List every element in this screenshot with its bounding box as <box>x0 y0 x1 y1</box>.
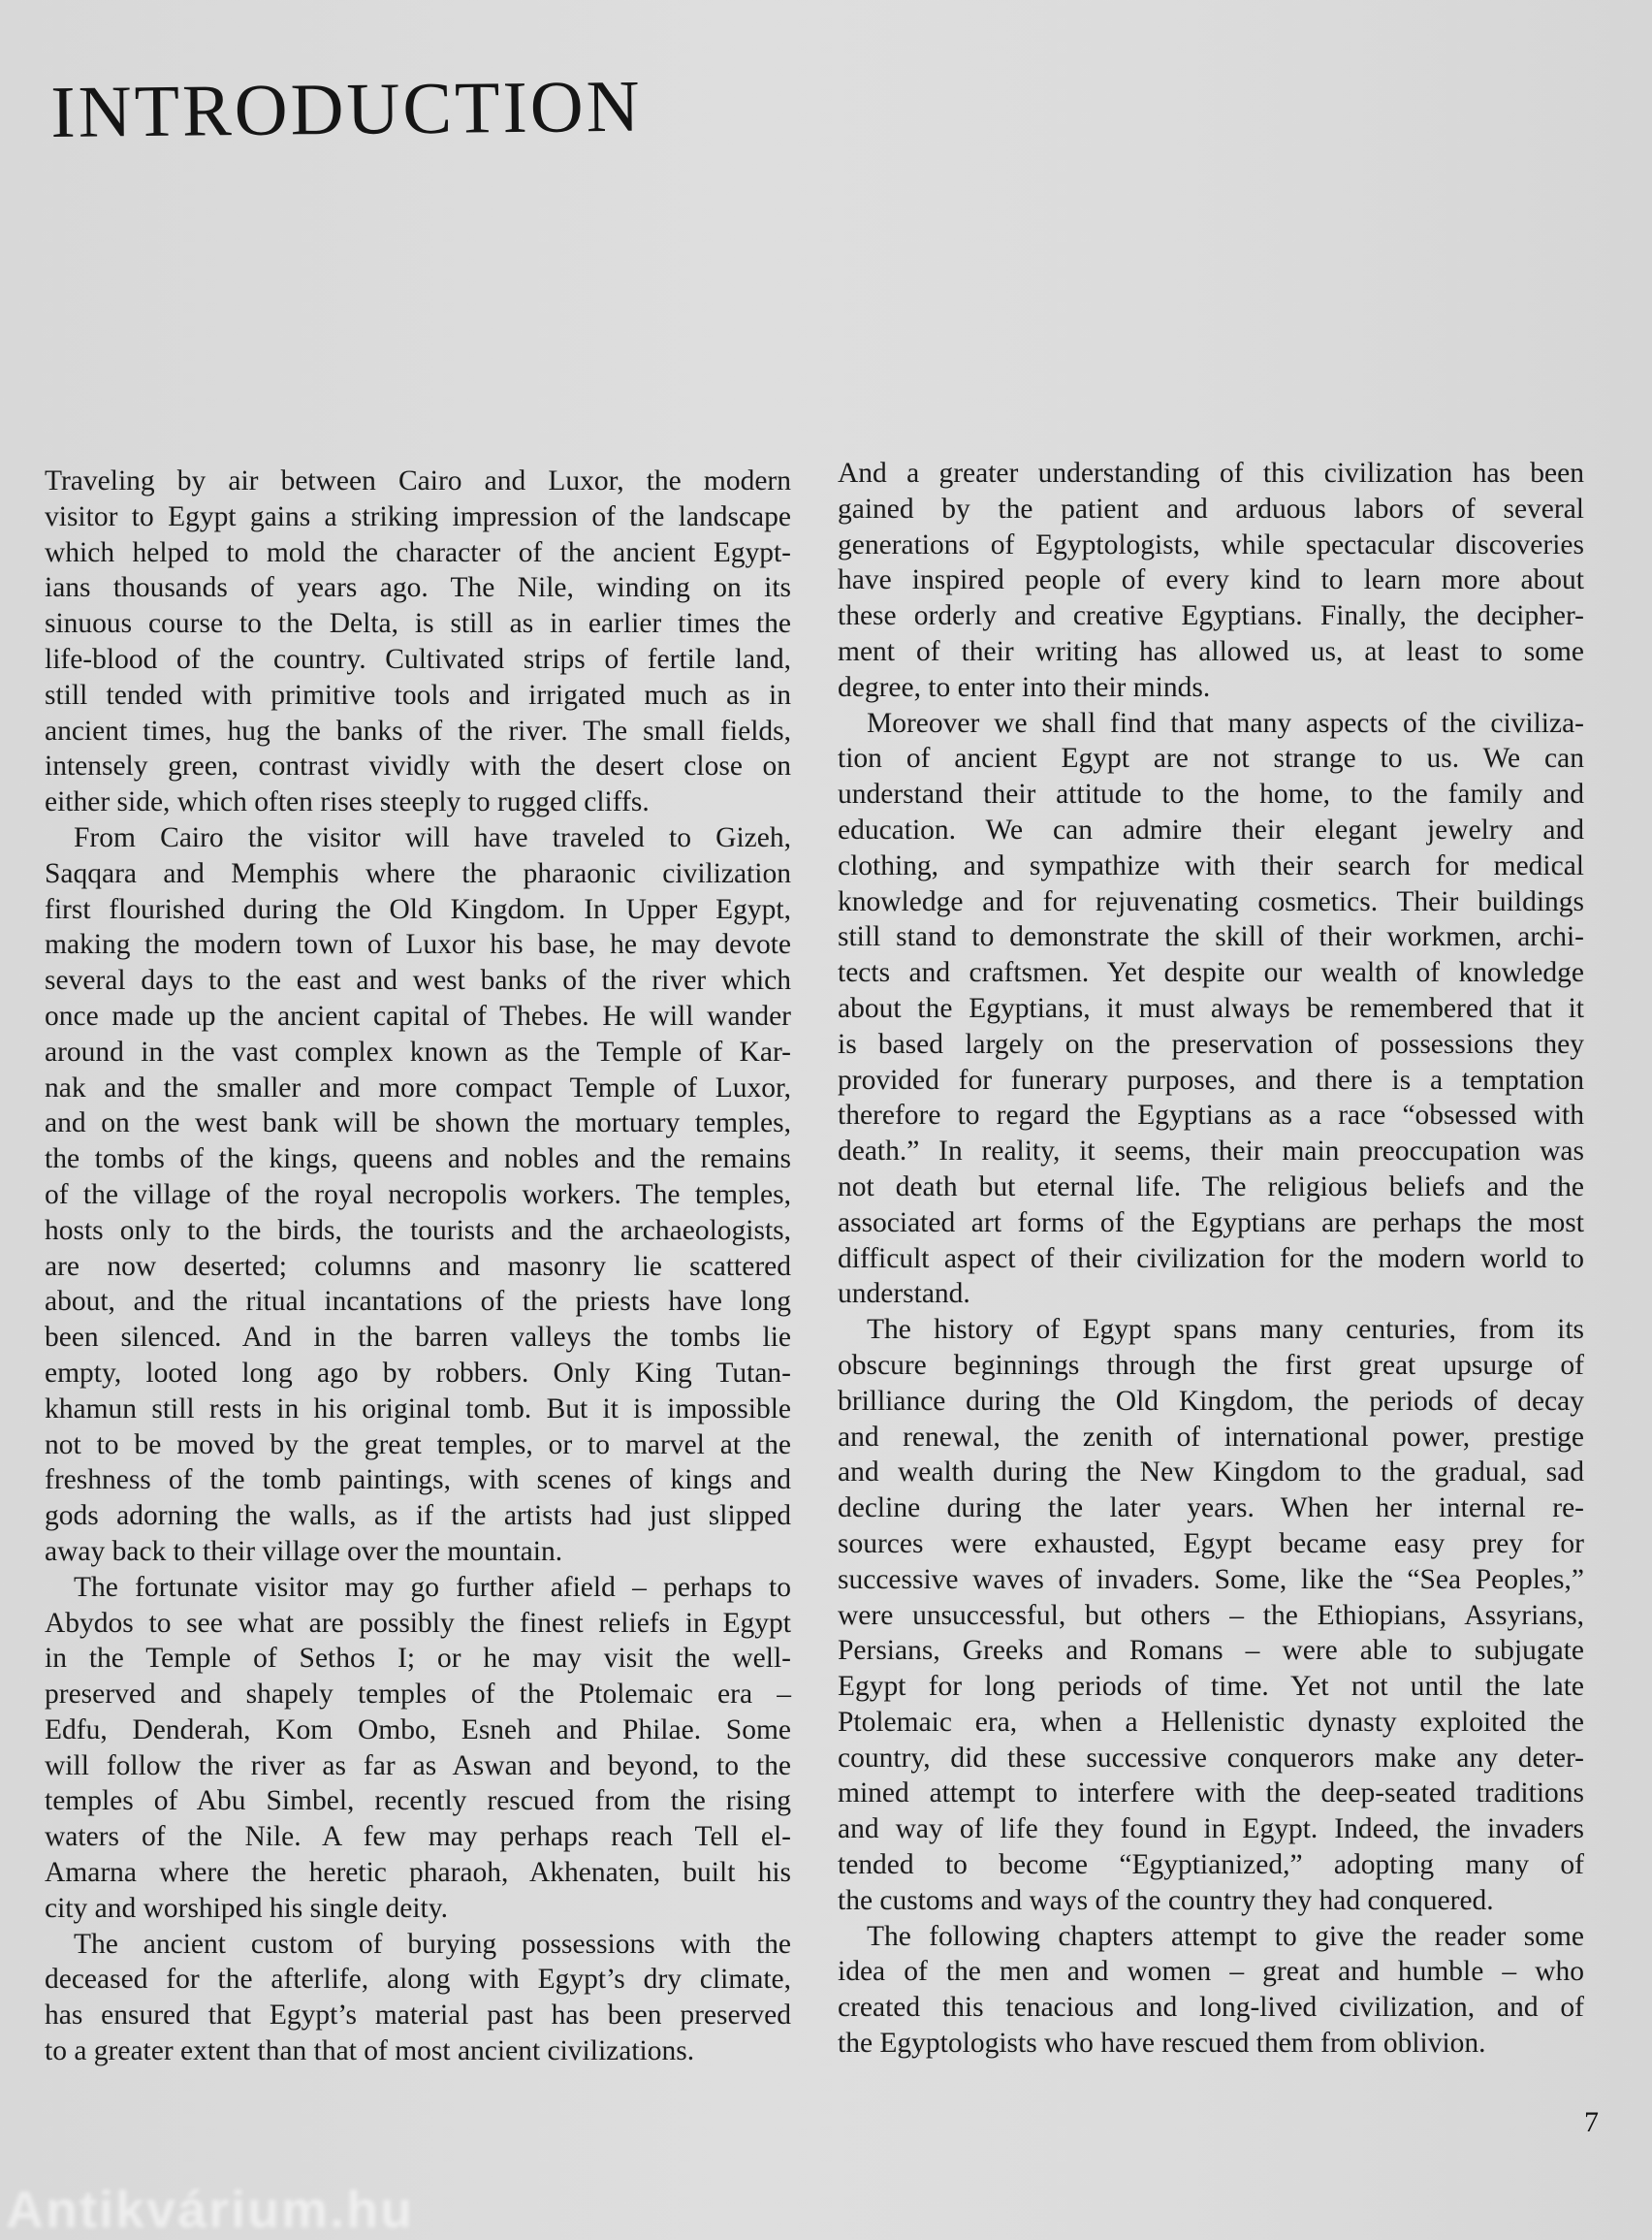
text-line: The ancient custom of burying possessions with the <box>74 1928 791 1960</box>
paragraph <box>45 1570 791 1927</box>
text-line: the customs and ways of the country they had conquered. <box>838 1884 1494 1916</box>
text-line: life-blood of the country. Cultivated strips of fertile land, <box>45 643 791 675</box>
text-line: either side, which often rises steeply to rugged cliffs. <box>45 786 650 818</box>
text-line: mined attempt to interfere with the deep-seated traditions <box>838 1777 1584 1809</box>
text-line: and renewal, the zenith of international power, prestige <box>838 1421 1584 1453</box>
text-line: ment of their writing has allowed us, at least to some <box>838 635 1584 667</box>
text-line: The history of Egypt spans many centuries, from its <box>867 1314 1584 1346</box>
text-line: first flourished during the Old Kingdom. In Upper Egypt, <box>45 893 791 925</box>
text-line: nak and the smaller and more compact Temple of Luxor, <box>45 1072 791 1104</box>
text-line: city and worshiped his single deity. <box>45 1892 448 1924</box>
text-line: decline during the later years. When her internal re- <box>838 1492 1584 1524</box>
paragraph <box>838 706 1584 1313</box>
text-line: sources were exhausted, Egypt became easy prey for <box>838 1527 1584 1559</box>
paragraph <box>838 456 1584 706</box>
text-line: about, and the ritual incantations of the priests have long <box>45 1286 791 1318</box>
text-line: these orderly and creative Egyptians. Finally, the decipher- <box>838 600 1584 632</box>
text-line: not death but eternal life. The religious beliefs and the <box>838 1170 1584 1202</box>
text-line: khamun still rests in his original tomb. But it is impossible <box>45 1392 791 1424</box>
text-line: country, did these successive conquerors make any deter- <box>838 1742 1584 1774</box>
text-line: been silenced. And in the barren valleys the tombs lie <box>45 1322 791 1354</box>
text-line: associated art forms of the Egyptians are perhaps the most <box>838 1206 1584 1238</box>
text-line: Saqqara and Memphis where the pharaonic civilization <box>45 857 791 889</box>
text-line: Amarna where the heretic pharaoh, Akhenaten, built his <box>45 1857 791 1889</box>
text-line: in the Temple of Sethos I; or he may visit the well- <box>45 1643 791 1675</box>
text-line: understand their attitude to the home, to the family and <box>838 779 1584 811</box>
paragraph <box>45 1927 791 2069</box>
text-line: education. We can admire their elegant jewelry and <box>838 814 1584 846</box>
text-line: and way of life they found in Egypt. Indeed, the invaders <box>838 1813 1584 1845</box>
text-line: of the village of the royal necropolis workers. The temples, <box>45 1178 791 1210</box>
text-line: and on the west bank will be shown the mortuary temples, <box>45 1107 791 1139</box>
paragraph <box>45 820 791 1570</box>
text-line: preserved and shapely temples of the Ptolemaic era – <box>45 1679 791 1711</box>
text-line: has ensured that Egypt’s material past has been preserved <box>45 2000 791 2032</box>
text-line: sinuous course to the Delta, is still as in earlier times the <box>45 608 791 640</box>
text-line: generations of Egyptologists, while spectacular discoveries <box>838 528 1584 560</box>
text-line: have inspired people of every kind to learn more about <box>838 564 1584 596</box>
text-line: not to be moved by the great temples, or to marvel at the <box>45 1428 791 1460</box>
text-line: visitor to Egypt gains a striking impression of the landscape <box>45 500 791 532</box>
text-line: tion of ancient Egypt are not strange to us. We can <box>838 743 1584 775</box>
text-line: empty, looted long ago by robbers. Only King Tutan- <box>45 1357 791 1389</box>
text-line: which helped to mold the character of the ancient Egypt- <box>45 536 791 568</box>
text-line: degree, to enter into their minds. <box>838 671 1211 703</box>
text-line: Traveling by air between Cairo and Luxor, the modern <box>45 465 791 496</box>
paragraph <box>838 1312 1584 1919</box>
text-line: the tombs of the kings, queens and nobles and the remains <box>45 1143 791 1175</box>
text-line: ians thousands of years ago. The Nile, winding on its <box>45 572 791 604</box>
text-line: around in the vast complex known as the Temple of Kar- <box>45 1036 791 1068</box>
text-line: still tended with primitive tools and irrigated much as in <box>45 679 791 711</box>
paragraph <box>45 464 791 820</box>
text-line: will follow the river as far as Aswan and beyond, to the <box>45 1749 791 1781</box>
text-line: the Egyptologists who have rescued them from oblivion. <box>838 2028 1486 2060</box>
text-line: waters of the Nile. A few may perhaps reach Tell el- <box>45 1821 791 1853</box>
text-line: Moreover we shall find that many aspects of the civiliza- <box>867 707 1584 739</box>
text-line: difficult aspect of their civilization for the modern world to <box>838 1242 1584 1274</box>
text-line: understand. <box>838 1278 970 1310</box>
text-line: Egypt for long periods of time. Yet not until the late <box>838 1671 1584 1703</box>
text-line: were unsuccessful, but others – the Ethiopians, Assyrians, <box>838 1599 1584 1631</box>
text-line: clothing, and sympathize with their search for medical <box>838 849 1584 881</box>
text-line: provided for funerary purposes, and there is a temptation <box>838 1064 1584 1096</box>
text-line: away back to their village over the mountain. <box>45 1535 563 1567</box>
text-line: And a greater understanding of this civilization has been <box>838 458 1584 489</box>
text-line: once made up the ancient capital of Thebes. He will wander <box>45 1000 791 1032</box>
text-line: brilliance during the Old Kingdom, the periods of decay <box>838 1385 1584 1417</box>
text-line: knowledge and for rejuvenating cosmetics. Their buildings <box>838 885 1584 917</box>
text-line: deceased for the afterlife, along with Egypt’s dry climate, <box>45 1964 791 1996</box>
text-line: making the modern town of Luxor his base, he may devote <box>45 929 791 961</box>
text-line: Persians, Greeks and Romans – were able to subjugate <box>838 1635 1584 1667</box>
text-line: still stand to demonstrate the skill of their workmen, archi- <box>838 921 1584 953</box>
text-line: created this tenacious and long-lived civilization, and of <box>838 1992 1584 2024</box>
text-line: Abydos to see what are possibly the finest reliefs in Egypt <box>45 1607 791 1639</box>
text-line: obscure beginnings through the first great upsurge of <box>838 1349 1584 1381</box>
page-title: INTRODUCTION <box>49 65 643 153</box>
text-line: hosts only to the birds, the tourists and the archaeologists, <box>45 1214 791 1246</box>
text-line: Ptolemaic era, when a Hellenistic dynasty exploited the <box>838 1706 1584 1738</box>
text-line: tended to become “Egyptianized,” adopting many of <box>838 1849 1584 1881</box>
text-line: therefore to regard the Egyptians as a race “obsessed with <box>838 1100 1584 1132</box>
right-text-column <box>838 456 1584 2062</box>
text-line: ancient times, hug the banks of the river. The small fields, <box>45 715 791 747</box>
text-line: and wealth during the New Kingdom to the gradual, sad <box>838 1456 1584 1488</box>
watermark: Antikvárium.hu <box>6 2181 415 2239</box>
text-line: tects and craftsmen. Yet despite our wealth of knowledge <box>838 957 1584 989</box>
text-line: gods adorning the walls, as if the artists had just slipped <box>45 1500 791 1532</box>
text-line: successive waves of invaders. Some, like the “Sea Peoples,” <box>838 1563 1584 1595</box>
text-line: Edfu, Denderah, Kom Ombo, Esneh and Philae. Some <box>45 1713 791 1745</box>
text-line: The fortunate visitor may go further afield – perhaps to <box>74 1571 791 1603</box>
page-number: 7 <box>1584 2106 1599 2138</box>
text-line: to a greater extent than that of most ancient civilizations. <box>45 2035 695 2067</box>
text-line: are now deserted; columns and masonry lie scattered <box>45 1250 791 1282</box>
text-line: gained by the patient and arduous labors of several <box>838 493 1584 525</box>
left-text-column <box>45 464 791 2069</box>
text-line: about the Egyptians, it must always be remembered that it <box>838 992 1584 1024</box>
text-line: idea of the men and women – great and humble – who <box>838 1956 1584 1988</box>
text-line: The following chapters attempt to give the reader some <box>867 1920 1584 1952</box>
paragraph <box>838 1919 1584 2062</box>
text-line: temples of Abu Simbel, recently rescued from the rising <box>45 1785 791 1817</box>
text-line: several days to the east and west banks of the river which <box>45 965 791 997</box>
text-line: intensely green, contrast vividly with the desert close on <box>45 751 791 783</box>
text-line: is based largely on the preservation of possessions they <box>838 1028 1584 1060</box>
text-line: From Cairo the visitor will have traveled to Gizeh, <box>74 821 791 853</box>
text-line: freshness of the tomb paintings, with scenes of kings and <box>45 1464 791 1496</box>
text-line: death.” In reality, it seems, their main preoccupation was <box>838 1136 1584 1168</box>
